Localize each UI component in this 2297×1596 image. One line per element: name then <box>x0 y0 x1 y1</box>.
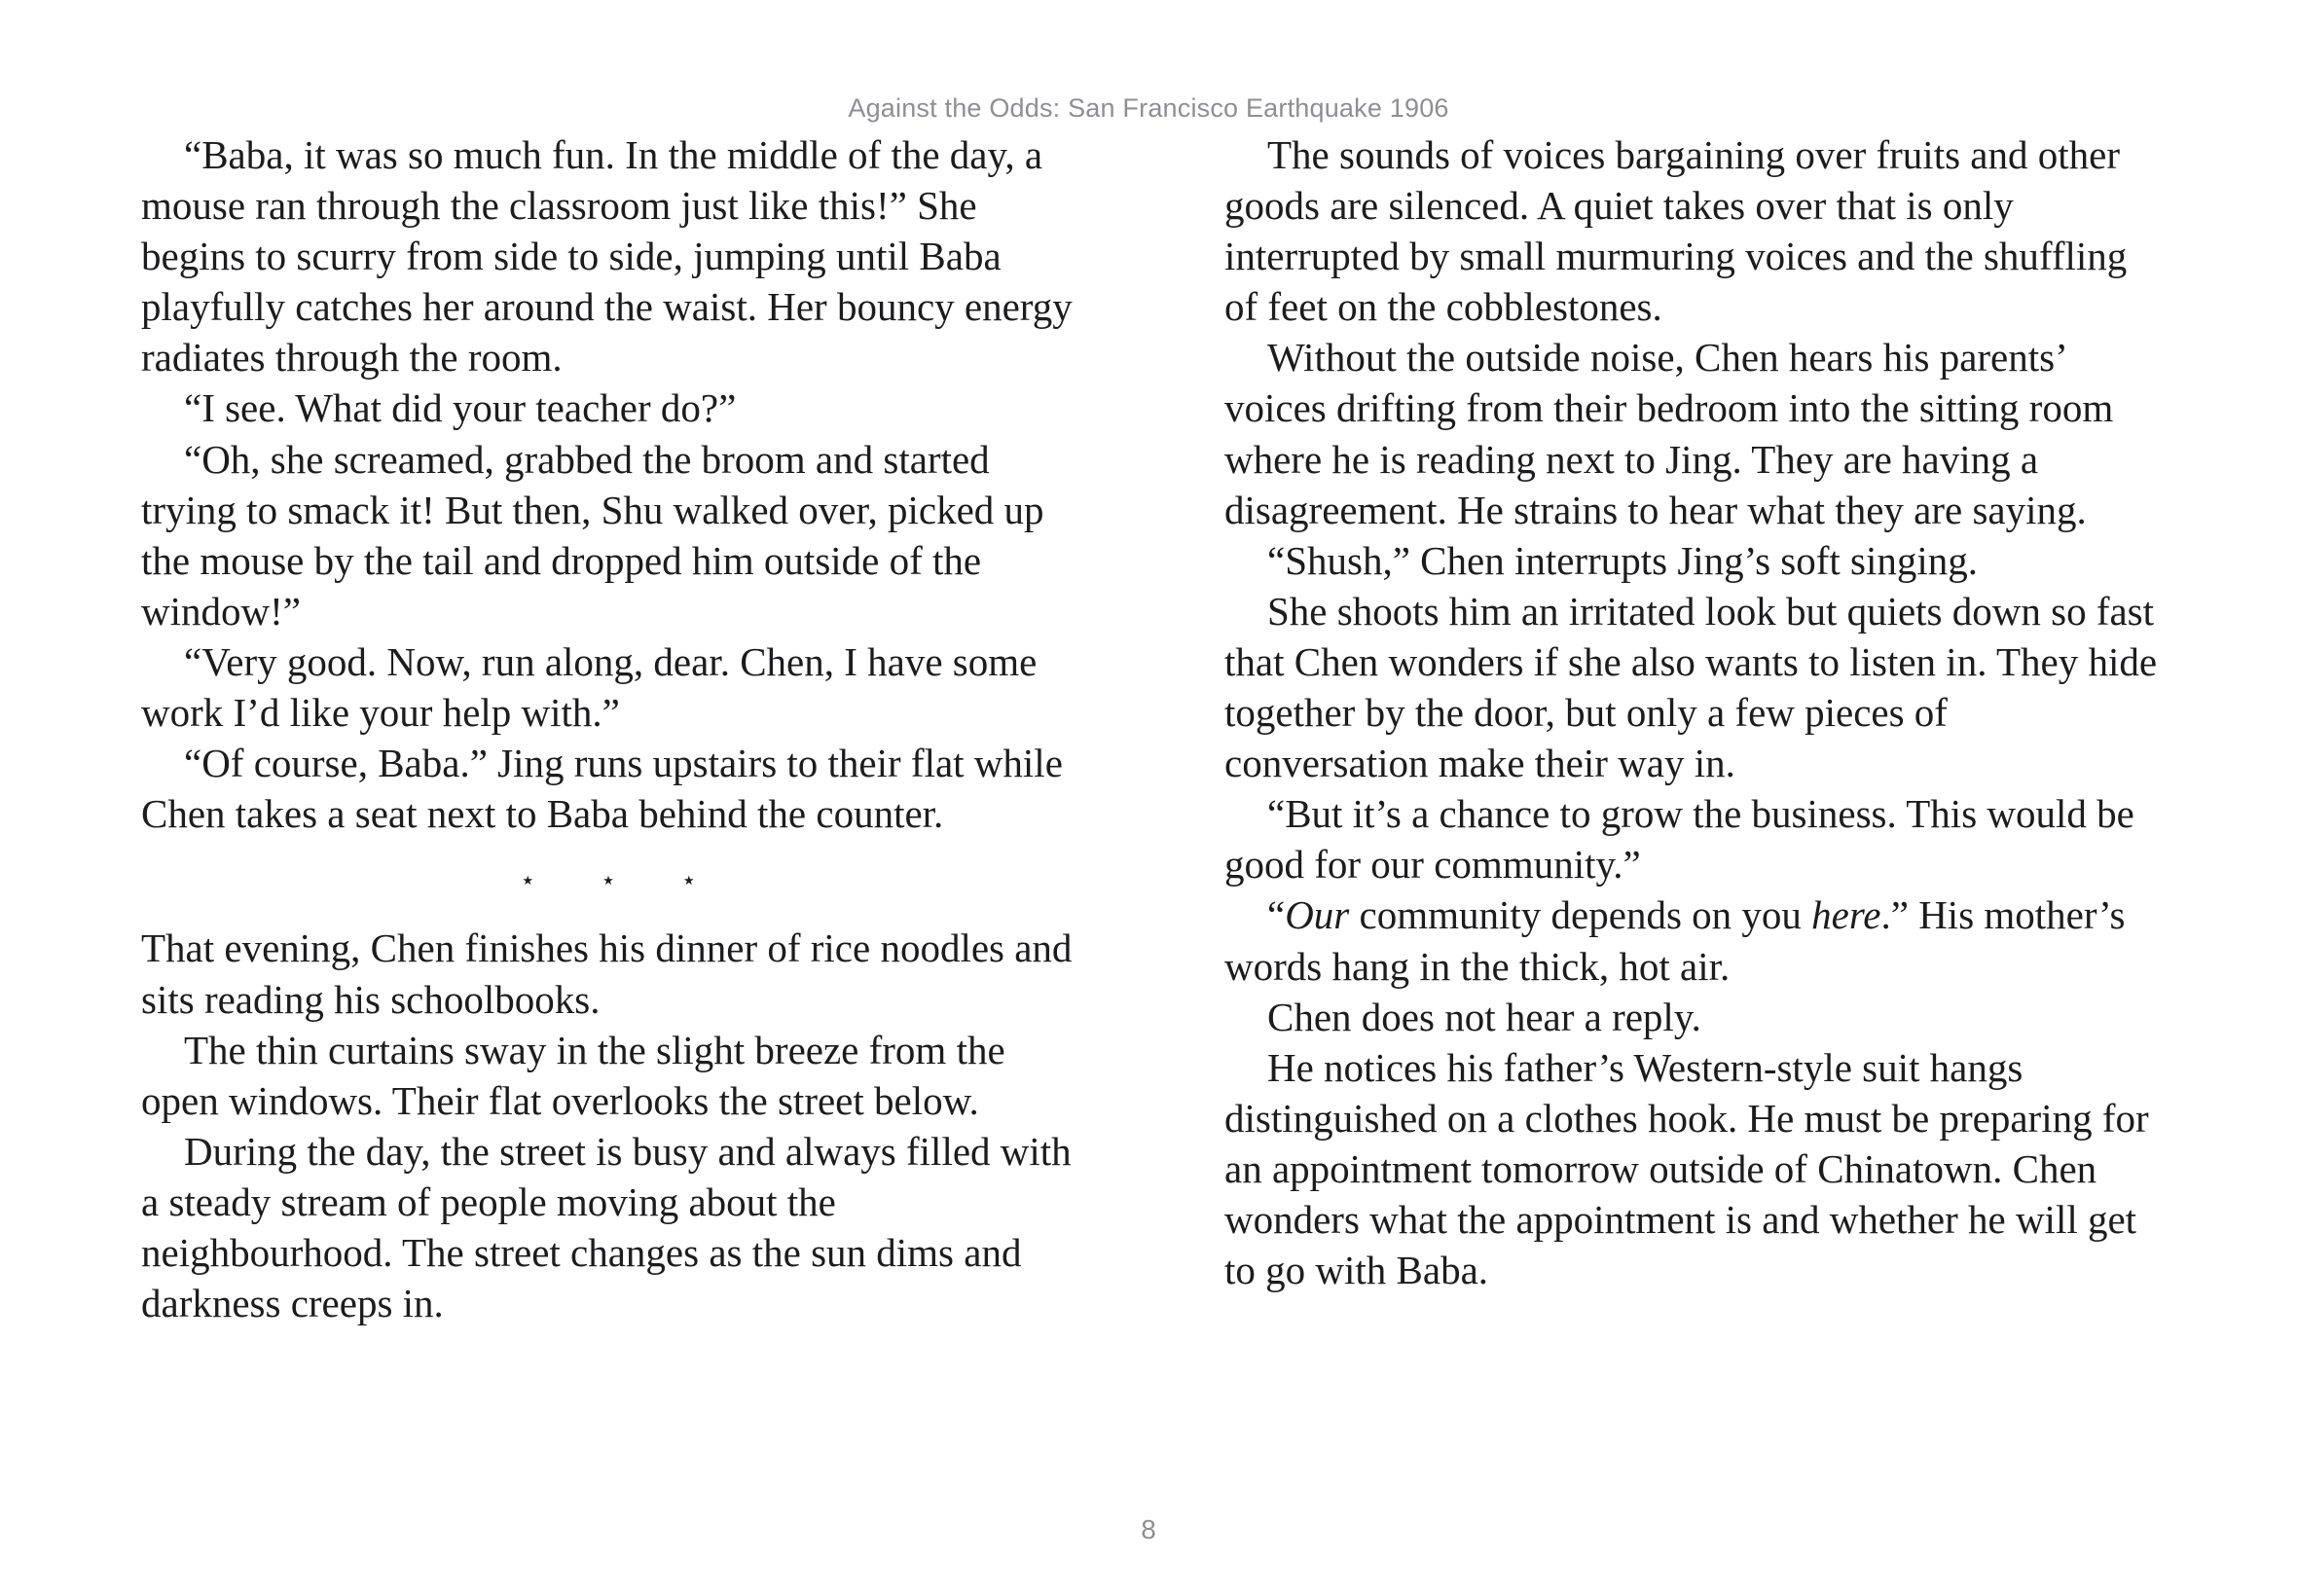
paragraph: Without the outside noise, Chen hears his parents’ voices drifting from their bedroom into the sitting room where he is reading next to Jing. They are having a disagreement. He strains to hear what they are saying. <box>1224 335 2114 532</box>
page-number: 8 <box>1141 1514 1156 1544</box>
text-run: “ <box>1267 892 1286 938</box>
left-text-column <box>141 129 1076 1328</box>
text-run: .” His mother’s words hang in the thick, hot air. <box>1224 892 2126 989</box>
paragraph: That evening, Chen finishes his dinner of rice noodles and sits reading his schoolbooks. <box>141 925 1073 1022</box>
right-text-column <box>1224 129 2159 1295</box>
paragraph: “I see. What did your teacher do?” <box>184 385 737 431</box>
scene-break-stars: ⋆ ⋆ ⋆ <box>520 866 726 895</box>
paragraph: “Oh, she screamed, grabbed the broom and started trying to smack it! But then, Shu walked over, picked up the mouse by the tail and dropped him outside of the window!” <box>141 436 1044 634</box>
paragraph: The thin curtains sway in the slight breeze from the open windows. Their flat overlooks the street below. <box>141 1027 1005 1123</box>
paragraph: “Baba, it was so much fun. In the middle of the day, a mouse ran through the classroom just like this!” She begins to scurry from side to side, jumping until Baba playfully catches her around the waist. Her bouncy energy radiates through the room. <box>141 132 1073 381</box>
paragraph: “But it’s a chance to grow the business. This would be good for our community.” <box>1224 791 2134 888</box>
italic-word: here <box>1811 892 1881 938</box>
paragraph: He notices his father’s Western-style suit hangs distinguished on a clothes hook. He must be preparing for an appointment tomorrow outside of Chinatown. Chen wonders what the appointment is and whether he will get to go with Baba. <box>1224 1044 2149 1293</box>
paragraph: The sounds of voices bargaining over fruits and other goods are silenced. A quiet takes over that is only interrupted by small murmuring voices and the shuffling of feet on the cobblestones. <box>1224 132 2128 330</box>
paragraph: During the day, the street is busy and always filled with a steady stream of people moving about the neighbourhood. The street changes as the sun dims and darkness creeps in. <box>141 1128 1072 1326</box>
book-title: Against the Odds: San Francisco Earthquake 1906 <box>848 93 1449 123</box>
text-run: community depends on you <box>1349 892 1812 938</box>
paragraph: “Shush,” Chen interrupts Jing’s soft singing. <box>1267 537 1979 583</box>
paragraph: She shoots him an irritated look but quiets down so fast that Chen wonders if she also wants to listen in. They hide together by the door, but only a few pieces of conversation make their way in. <box>1224 588 2158 786</box>
paragraph: “Of course, Baba.” Jing runs upstairs to their flat while Chen takes a seat next to Baba behind the counter. <box>141 741 1063 837</box>
paragraph: “Very good. Now, run along, dear. Chen, I have some work I’d like your help with.” <box>141 638 1038 736</box>
italic-word: Our <box>1285 892 1350 938</box>
paragraph <box>1224 889 2159 991</box>
paragraph: Chen does not hear a reply. <box>1267 994 1701 1039</box>
